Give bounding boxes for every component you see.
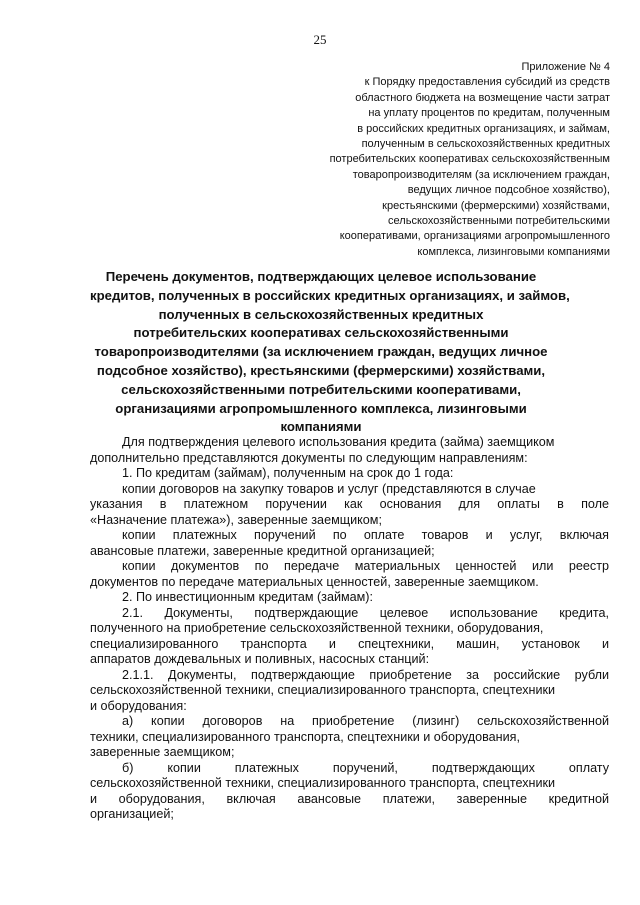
body-line: 2. По инвестиционным кредитам (займам):: [122, 590, 374, 604]
title-line: товаропроизводителями (за исключением граждан, ведущих личное: [94, 344, 548, 360]
body-line: документов по передаче материальных ценностей, заверенные заемщиком.: [90, 574, 539, 589]
title-line: компаниями: [280, 419, 362, 435]
appendix-line: крестьянскими (фермерскими) хозяйствами,: [382, 199, 610, 212]
title-line: полученных в сельскохозяйственных кредитных: [158, 306, 484, 322]
body-line: и оборудования:: [90, 698, 187, 713]
title-line: подсобное хозяйство), крестьянскими (фермерскими) хозяйствами,: [96, 362, 546, 378]
appendix-line: полученным в сельскохозяйственных кредитных: [361, 138, 610, 151]
body-line: «Назначение платежа»), заверенные заемщиком;: [90, 512, 382, 527]
body-line: авансовые платежи, заверенные кредитной организацией;: [90, 543, 435, 558]
appendix-line: сельскохозяйственными потребительскими: [388, 215, 610, 228]
appendix-line: Приложение № 4: [521, 61, 610, 73]
title-line: кредитов, полученных в российских кредитных организациях, и займов,: [90, 287, 570, 303]
document-title: [90, 268, 570, 437]
body-line: Для подтверждения целевого использования кредита (займа) заемщиком: [122, 435, 555, 449]
appendix-line: ведущих личное подсобное хозяйство),: [407, 184, 610, 197]
body-line: и оборудования, включая авансовые платежи, заверенные кредитной: [90, 791, 609, 806]
body-line: техники, специализированного транспорта, спецтехники и оборудования,: [90, 729, 520, 744]
appendix-line: комплекса, лизинговыми компаниями: [417, 245, 610, 258]
appendix-header: [280, 60, 610, 260]
body-line: дополнительно представляются документы по следующим направлениям:: [90, 450, 528, 465]
body-line: указания в платежном поручении как основания для оплаты в поле: [90, 497, 609, 511]
body-line: полученного на приобретение сельскохозяйственной техники, оборудования,: [90, 621, 544, 635]
title-line: Перечень документов, подтверждающих целевое использование: [105, 269, 537, 284]
body-line: заверенные заемщиком;: [90, 745, 235, 759]
body-line: копии платежных поручений по оплате товаров и услуг, включая: [122, 528, 609, 542]
body-line: копии документов по передаче материальных ценностей или реестр: [122, 559, 609, 573]
title-line: потребительских кооперативах сельскохозяйственными: [133, 325, 509, 341]
document-body: [90, 435, 609, 823]
appendix-line: потребительских кооперативах сельскохозяйственным: [329, 153, 610, 166]
title-line: сельскохозяйственными потребительскими кооперативами,: [121, 381, 521, 397]
body-line: 1. По кредитам (займам), полученным на срок до 1 года:: [122, 466, 454, 480]
body-line: аппаратов дождевальных и поливных, насосных станций:: [90, 652, 430, 666]
appendix-line: в российских кредитных организациях, и займам,: [357, 122, 610, 135]
body-line: сельскохозяйственной техники, специализированного транспорта, спецтехники: [90, 776, 556, 790]
body-line: специализированного транспорта и спецтехники, машин, установок и: [90, 636, 609, 651]
body-line: копии договоров на закупку товаров и услуг (представляются в случае: [122, 481, 536, 496]
appendix-line: к Порядку предоставления субсидий из средств: [364, 76, 610, 89]
title-line: организациями агропромышленного комплекса, лизинговыми: [115, 400, 527, 416]
body-line: 2.1. Документы, подтверждающие целевое использование кредита,: [122, 605, 609, 620]
body-line: а) копии договоров на приобретение (лизинг) сельскохозяйственной: [122, 714, 609, 728]
appendix-line: на уплату процентов по кредитам, полученным: [368, 107, 610, 120]
body-line: сельскохозяйственной техники, специализированного транспорта, спецтехники: [90, 683, 556, 697]
body-line: 2.1.1. Документы, подтверждающие приобретение за российские рубли: [122, 667, 609, 682]
body-line: организацией;: [90, 807, 174, 821]
page-number: 25: [313, 32, 327, 47]
body-line: б) копии платежных поручений, подтверждающих оплату: [122, 760, 609, 775]
appendix-line: товаропроизводителям (за исключением граждан,: [352, 168, 610, 181]
appendix-line: кооперативами, организациями агропромышленного: [339, 230, 610, 243]
appendix-line: областного бюджета на возмещение части затрат: [355, 91, 610, 104]
